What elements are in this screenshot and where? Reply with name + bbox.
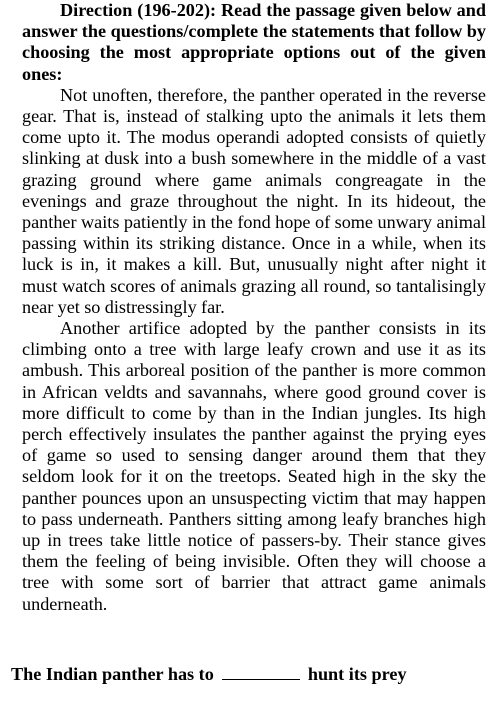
- question-text-end: hunt its prey: [307, 664, 407, 684]
- question-text-start: The Indian panther has to: [11, 664, 214, 684]
- answer-blank: [222, 665, 300, 680]
- direction-heading: Direction (196-202): Read the passage given below and answer the questions/complete the statements that follow by choosing the most appropriate options out of the given ones:: [22, 0, 486, 84]
- question-statement: [11, 664, 431, 685]
- passage-paragraph-1: Not unoften, therefore, the panther operated in the reverse gear. That is, instead of stalking upto the animals it lets them come upto it. The modus operandi adopted consists of quietly slinking at dusk into a bush somewhere in the middle of a vast grazing ground where game animals congreagate in the evenings and graze throughout the night. In its hideout, the panther waits patiently in the fond hope of some unwary animal passing within its striking distance. Once in a while, when its luck is in, it makes a kill. But, unusually night after night it must watch scores of animals grazing all round, so tantalisingly near yet so distressingly far.: [22, 84, 486, 317]
- passage-container: [22, 0, 486, 615]
- passage-paragraph-2: Another artifice adopted by the panther consists in its climbing onto a tree with large leafy crown and use it as its ambush. This arboreal position of the panther is more common in African veldts and savannahs, where good ground cover is more difficult to come by than in the Indian jungles. Its high perch effectively insulates the panther against the prying eyes of game so used to sensing danger around them that they seldom look for it on the treetops. Seated high in the sky the panther pounces upon an unsuspecting victim that may happen to pass underneath. Panthers sitting among leafy branches high up in trees take little notice of passers-by. Their stance gives them the feeling of being invisible. Often they will choose a tree with some sort of barrier that attract game animals underneath.: [22, 318, 486, 614]
